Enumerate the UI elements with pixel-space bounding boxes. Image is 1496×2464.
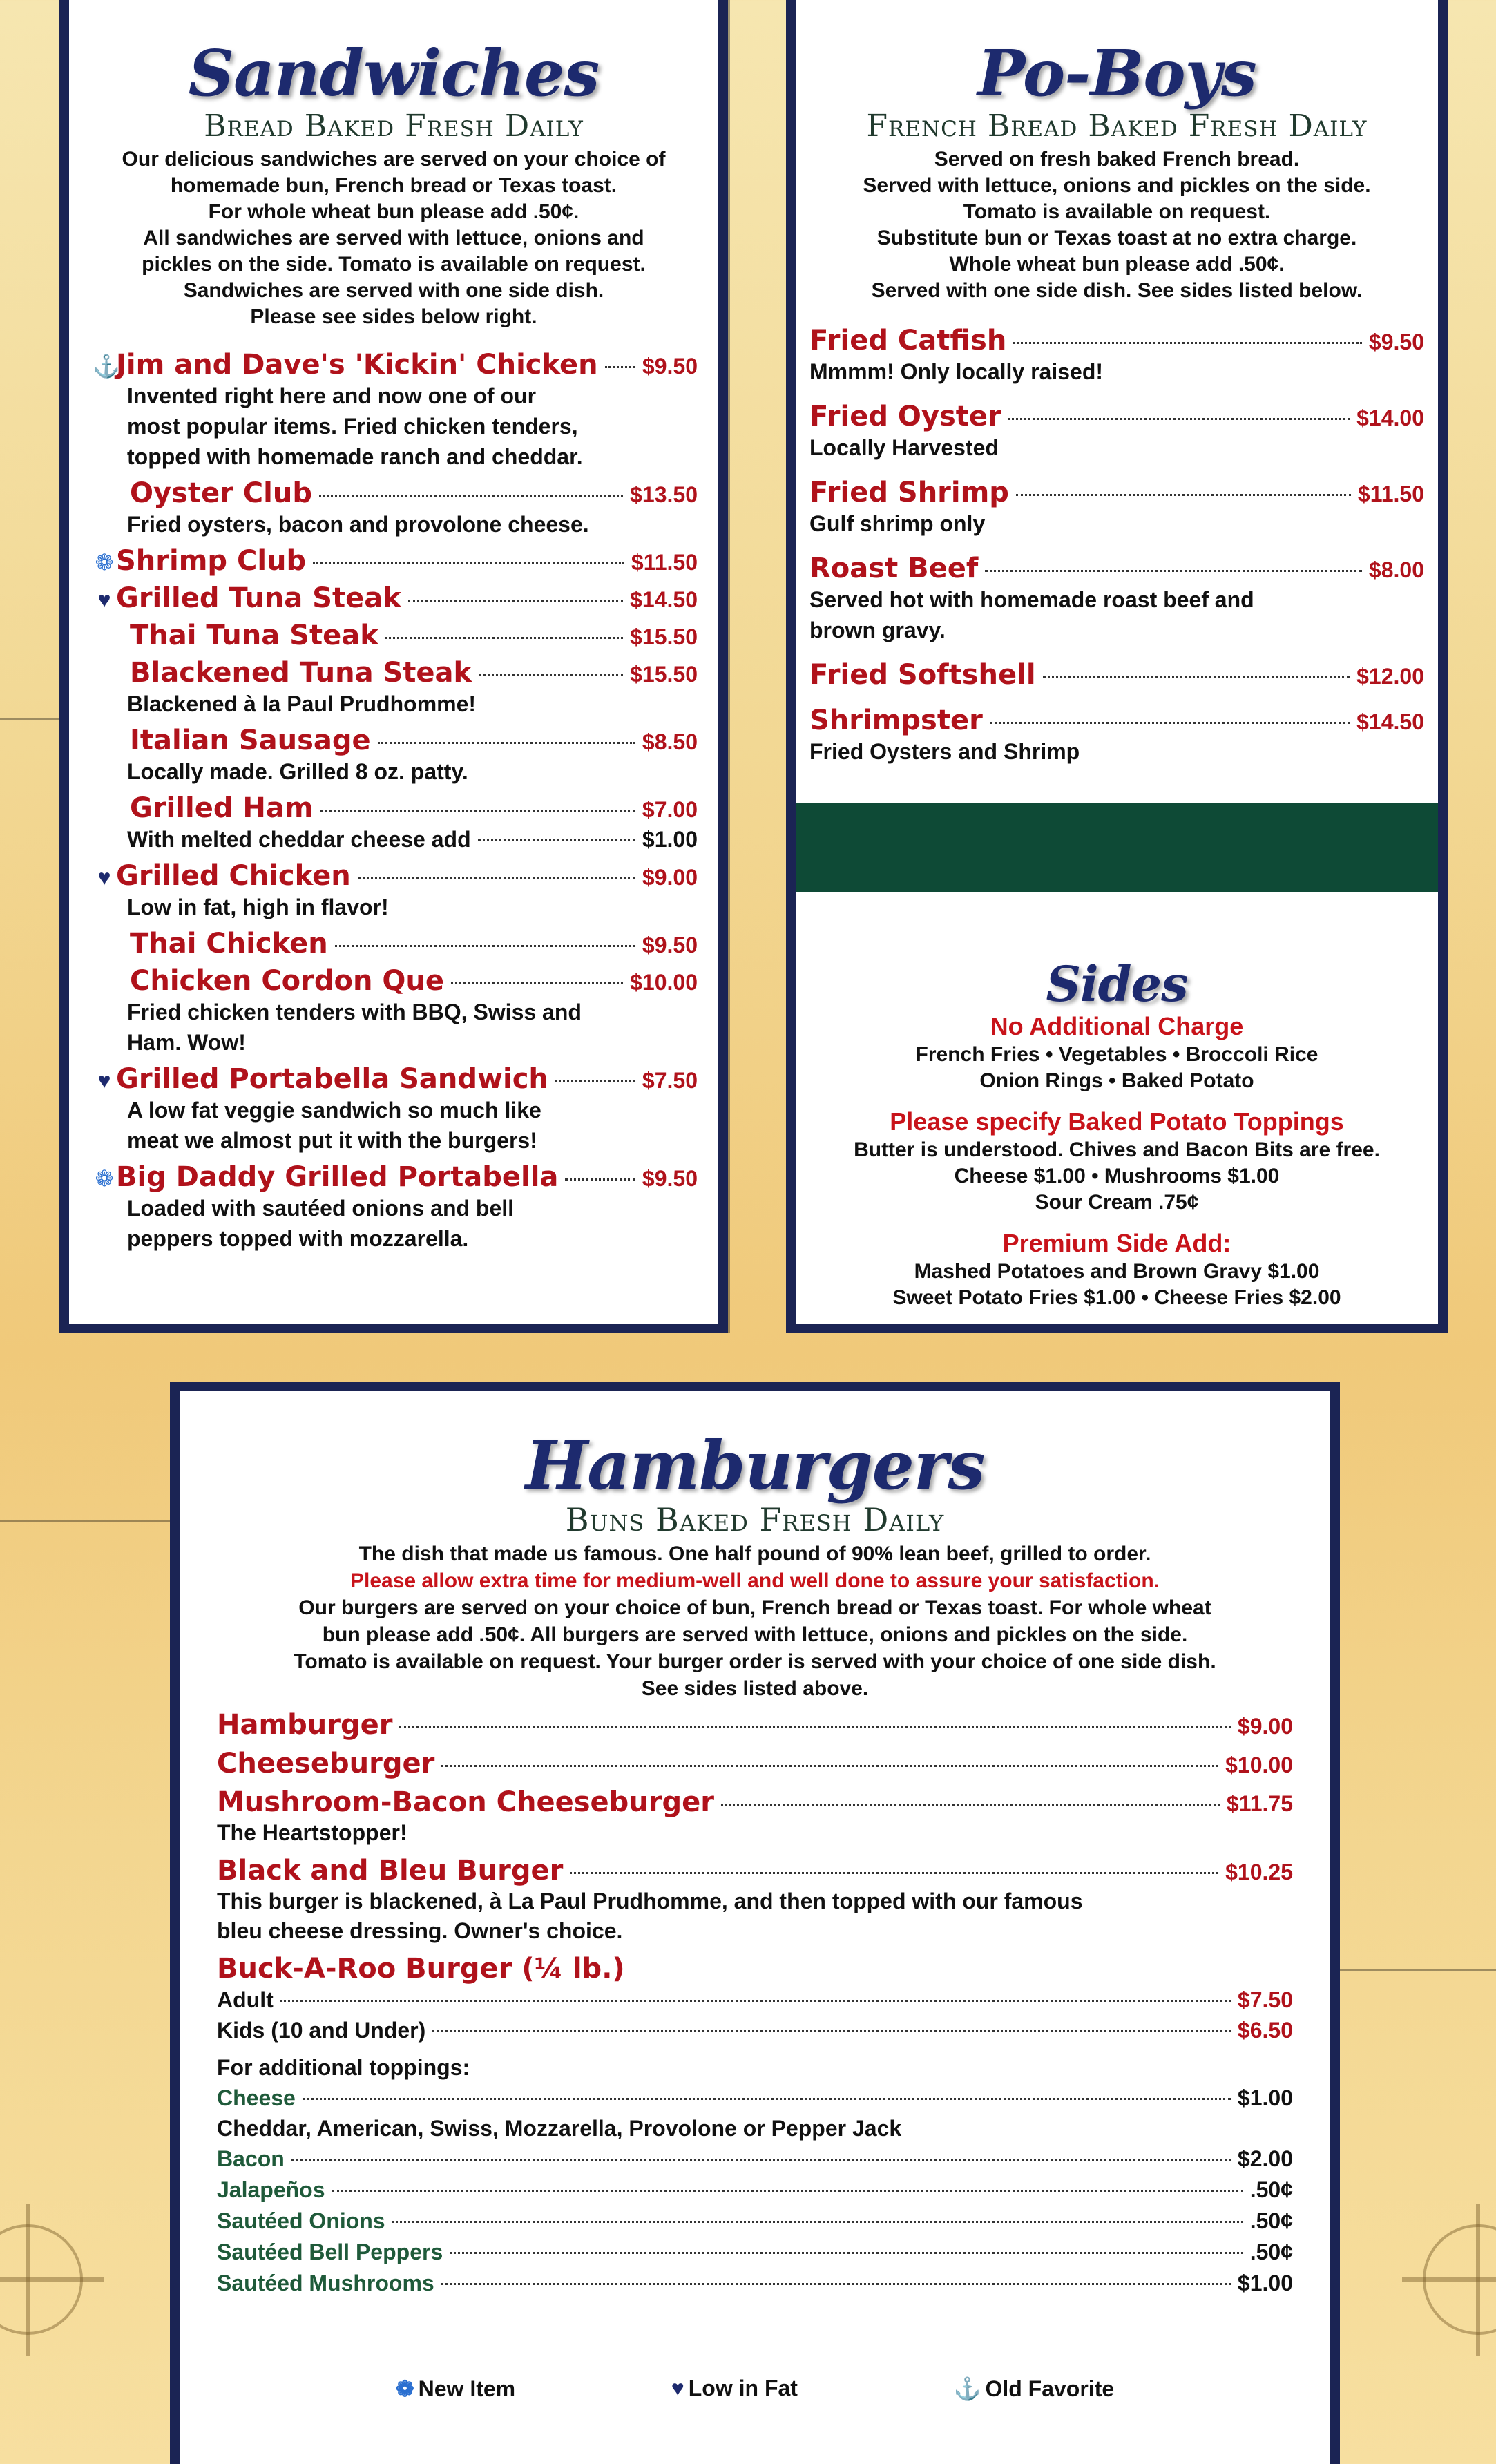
item-description: Fried Oysters and Shrimp — [809, 739, 1080, 764]
item-name: Thai Chicken — [130, 928, 328, 959]
topping-price: .50¢ — [1249, 2177, 1293, 2202]
sides-line: Butter is understood. Chives and Bacon Bits are free. — [854, 1138, 1380, 1161]
compass-rose-icon — [0, 2224, 83, 2335]
sandwiches-list — [90, 349, 698, 1259]
item-name: Black and Bleu Burger — [217, 1855, 564, 1887]
menu-item — [90, 545, 698, 577]
item-name: Fried Catfish — [809, 325, 1007, 356]
item-description: peppers topped with mozzarella. — [127, 1226, 469, 1251]
intro-line: Served with one side dish. See sides listed below. — [871, 279, 1363, 303]
cheese-types: Cheddar, American, Swiss, Mozzarella, Provolone or Pepper Jack — [217, 2116, 902, 2141]
item-description: Blackened à la Paul Prudhomme! — [127, 691, 477, 716]
item-price: $15.50 — [630, 662, 698, 687]
item-price: $7.50 — [642, 1068, 698, 1093]
sides-line: Cheese $1.00 • Mushrooms $1.00 — [954, 1165, 1280, 1187]
intro-warning-line: Please allow extra time for medium-well and well done to assure your satisfaction. — [349, 1569, 1160, 1593]
topping-name: Sautéed Onions — [217, 2208, 385, 2233]
item-price: $11.75 — [1226, 1791, 1293, 1816]
topping-row — [217, 2268, 1293, 2299]
item-name: Shrimp Club — [116, 545, 307, 577]
map-line — [728, 0, 788, 1333]
hamburgers-subtitle: Buns Baked Fresh Daily — [565, 1501, 945, 1538]
intro-line: All sandwiches are served with lettuce, onions and — [143, 227, 644, 250]
sandwiches-panel — [59, 0, 728, 1333]
intro-line: Served on fresh baked French bread. — [934, 148, 1300, 171]
item-price: $11.50 — [631, 550, 698, 575]
topping-name: Sautéed Bell Peppers — [217, 2239, 443, 2264]
intro-line: Whole wheat bun please add .50¢. — [949, 253, 1285, 276]
menu-item — [90, 1063, 698, 1156]
ham-addon-price: $1.00 — [642, 827, 698, 852]
menu-item — [809, 401, 1424, 463]
anchor-icon: ⚓ — [953, 2376, 981, 2401]
legend-label: New Item — [418, 2376, 516, 2401]
intro-line: Please see sides below right. — [250, 305, 537, 329]
item-description: Served hot with homemade roast beef and — [809, 587, 1254, 612]
item-name: Fried Oyster — [809, 401, 1001, 432]
intro-line: See sides listed above. — [641, 1677, 869, 1701]
menu-item — [809, 325, 1424, 387]
sides-title: Sides — [1046, 955, 1188, 1013]
menu-item — [217, 1748, 1293, 1779]
ham-addon-row — [90, 824, 698, 854]
toppings-title: For additional toppings: — [217, 2055, 470, 2080]
intro-line: Sandwiches are served with one side dish. — [183, 279, 604, 303]
sandwiches-title: Sandwiches — [188, 36, 600, 111]
menu-item — [90, 860, 698, 922]
menu-item — [90, 477, 698, 539]
menu-item — [90, 1161, 698, 1254]
topping-row — [217, 2175, 1293, 2206]
topping-row — [217, 2206, 1293, 2237]
poboys-subtitle: French Bread Baked Fresh Daily — [866, 108, 1368, 144]
menu-item — [217, 1709, 1293, 1741]
legend — [180, 2376, 1330, 2402]
item-description: most popular items. Fried chicken tenders, — [127, 414, 578, 439]
menu-item — [90, 620, 698, 651]
map-line — [0, 718, 59, 720]
sides-no-charge-heading: No Additional Charge — [990, 1012, 1244, 1040]
menu-item — [217, 1855, 1293, 1946]
item-price: $7.00 — [642, 797, 698, 822]
buckaroo-adult-row — [217, 1985, 1293, 2015]
heart-icon: ♥ — [97, 865, 111, 890]
menu-item — [217, 1786, 1293, 1848]
heart-icon: ♥ — [97, 587, 111, 612]
legend-low-fat — [671, 2376, 798, 2402]
buckaroo-kids-label: Kids (10 and Under) — [217, 2018, 426, 2043]
divider-bar — [796, 803, 1438, 892]
legend-new-item — [396, 2376, 515, 2402]
item-description: meat we almost put it with the burgers! — [127, 1128, 537, 1153]
item-description: Locally Harvested — [809, 435, 999, 460]
menu-item — [90, 582, 698, 614]
anchor-icon: ⚓ — [93, 354, 120, 379]
intro-line: The dish that made us famous. One half pound of 90% lean beef, grilled to order. — [358, 1543, 1151, 1566]
topping-name: Jalapeños — [217, 2177, 325, 2202]
item-name: Grilled Chicken — [116, 860, 351, 892]
new-item-icon: ❁ — [95, 1166, 114, 1191]
item-price: $14.00 — [1356, 405, 1424, 430]
item-description: Gulf shrimp only — [809, 511, 986, 536]
menu-item — [809, 659, 1424, 691]
item-description: Mmmm! Only locally raised! — [809, 359, 1104, 384]
item-price: $13.50 — [630, 482, 698, 507]
compass-rose-icon — [1423, 2224, 1496, 2335]
intro-line: Tomato is available on request. Your burger order is served with your choice of one side dish. — [294, 1650, 1216, 1674]
item-description: brown gravy. — [809, 618, 946, 642]
item-price: $8.50 — [642, 729, 698, 754]
intro-line: homemade bun, French bread or Texas toast. — [170, 174, 617, 198]
menu-item — [90, 657, 698, 719]
buckaroo-adult-price: $7.50 — [1237, 1987, 1293, 2012]
menu-item — [809, 705, 1424, 767]
item-description: bleu cheese dressing. Owner's choice. — [217, 1918, 623, 1943]
item-price: $14.50 — [1356, 709, 1424, 734]
item-price: $9.50 — [642, 933, 698, 957]
topping-name: Bacon — [217, 2146, 285, 2171]
item-name: Grilled Ham — [130, 792, 314, 824]
topping-name: Cheese — [217, 2085, 296, 2110]
heart-icon: ♥ — [671, 2376, 684, 2400]
item-price: $9.50 — [642, 1166, 698, 1191]
item-price: $8.00 — [1368, 557, 1424, 582]
item-name: Shrimpster — [809, 705, 983, 736]
sides-line: Sour Cream .75¢ — [1035, 1191, 1199, 1214]
topping-price: $1.00 — [1237, 2085, 1293, 2110]
item-name: Grilled Tuna Steak — [116, 582, 401, 614]
intro-line: bun please add .50¢. All burgers are served with lettuce, onions and pickles on the side. — [322, 1623, 1188, 1647]
menu-item — [90, 725, 698, 787]
poboys-intro — [796, 146, 1438, 304]
intro-line: Our burgers are served on your choice of bun, French bread or Texas toast. For whole wheat — [298, 1596, 1211, 1620]
item-description: topped with homemade ranch and cheddar. — [127, 444, 583, 469]
item-price: $12.00 — [1356, 664, 1424, 689]
item-description: A low fat veggie sandwich so much like — [127, 1098, 541, 1123]
menu-item — [90, 965, 698, 1058]
item-price: $11.50 — [1357, 481, 1424, 506]
item-price: $10.00 — [1225, 1753, 1293, 1777]
intro-line: Tomato is available on request. — [963, 200, 1271, 224]
topping-row — [217, 2237, 1293, 2268]
item-name: Big Daddy Grilled Portabella — [116, 1161, 559, 1193]
intro-line: Served with lettuce, onions and pickles on the side. — [863, 174, 1371, 198]
menu-item — [809, 553, 1424, 645]
map-line — [0, 1520, 170, 1522]
item-name: Fried Softshell — [809, 659, 1036, 691]
item-price: $15.50 — [630, 624, 698, 649]
map-line — [1340, 1969, 1496, 1971]
legend-label: Low in Fat — [688, 2376, 798, 2400]
item-price: $9.00 — [1237, 1714, 1293, 1739]
hamburgers-list — [217, 1709, 1293, 2299]
item-name: Chicken Cordon Que — [130, 965, 444, 997]
item-name: Fried Shrimp — [809, 477, 1009, 508]
topping-name: Sautéed Mushrooms — [217, 2271, 434, 2295]
new-item-icon: ❁ — [95, 550, 114, 575]
sides-premium-heading: Premium Side Add: — [1002, 1229, 1231, 1257]
item-description: This burger is blackened, à La Paul Prudhomme, and then topped with our famous — [217, 1889, 1083, 1913]
topping-row — [217, 2143, 1293, 2175]
menu-item — [90, 792, 698, 854]
item-name: Mushroom-Bacon Cheeseburger — [217, 1786, 714, 1818]
sides-line: Onion Rings • Baked Potato — [979, 1069, 1254, 1092]
buckaroo-kids-price: $6.50 — [1237, 2018, 1293, 2043]
intro-line: Our delicious sandwiches are served on your choice of — [122, 148, 666, 171]
item-name: Thai Tuna Steak — [130, 620, 378, 651]
menu-item-buckaroo — [217, 1953, 1293, 2045]
ham-addon-label: With melted cheddar cheese add — [127, 827, 471, 852]
item-price: $9.50 — [1368, 330, 1424, 354]
item-price: $9.50 — [642, 354, 698, 379]
topping-price: .50¢ — [1249, 2208, 1293, 2233]
hamburgers-intro — [180, 1540, 1330, 1702]
item-description: Loaded with sautéed onions and bell — [127, 1196, 515, 1221]
item-name: Italian Sausage — [130, 725, 371, 756]
item-name: Cheeseburger — [217, 1748, 435, 1779]
item-description: Ham. Wow! — [127, 1030, 246, 1055]
topping-price: $1.00 — [1237, 2271, 1293, 2295]
item-name: Blackened Tuna Steak — [130, 657, 472, 689]
buckaroo-adult-label: Adult — [217, 1987, 274, 2012]
item-name: Jim and Dave's 'Kickin' Chicken — [116, 349, 598, 381]
legend-old-favorite — [954, 2376, 1115, 2402]
item-price: $9.00 — [642, 865, 698, 890]
buckaroo-kids-row — [217, 2015, 1293, 2045]
poboys-panel — [786, 0, 1448, 1333]
sandwiches-intro — [69, 146, 718, 330]
poboys-list — [809, 325, 1424, 781]
menu-item — [90, 349, 698, 472]
topping-price: $2.00 — [1237, 2146, 1293, 2171]
item-description: Invented right here and now one of our — [127, 383, 537, 408]
item-description: Fried chicken tenders with BBQ, Swiss and — [127, 1000, 582, 1024]
sides-line: Sweet Potato Fries $1.00 • Cheese Fries $2.00 — [892, 1286, 1341, 1309]
item-price: $14.50 — [630, 587, 698, 612]
poboys-title: Po-Boys — [977, 36, 1256, 111]
hamburgers-panel — [170, 1382, 1340, 2464]
intro-line: Substitute bun or Texas toast at no extra charge. — [876, 227, 1357, 250]
new-item-icon: ❁ — [395, 2376, 414, 2401]
item-name: Roast Beef — [809, 553, 979, 584]
intro-line: For whole wheat bun please add .50¢. — [208, 200, 579, 224]
item-name: Grilled Portabella Sandwich — [116, 1063, 548, 1095]
item-description: The Heartstopper! — [217, 1820, 407, 1845]
topping-row — [217, 2083, 1293, 2114]
sides-line: French Fries • Vegetables • Broccoli Rice — [915, 1043, 1318, 1066]
item-name: Hamburger — [217, 1709, 393, 1741]
intro-line: pickles on the side. Tomato is available on request. — [142, 253, 646, 276]
menu-item — [90, 928, 698, 959]
sides-section — [796, 919, 1438, 1311]
hamburgers-title: Hamburgers — [525, 1426, 985, 1505]
legend-label: Old Favorite — [985, 2376, 1115, 2401]
sides-potato-heading: Please specify Baked Potato Toppings — [890, 1107, 1344, 1136]
item-price: $10.25 — [1225, 1860, 1293, 1884]
heart-icon: ♥ — [97, 1068, 111, 1093]
item-description: Locally made. Grilled 8 oz. patty. — [127, 759, 468, 784]
item-name: Buck-A-Roo Burger (¼ lb.) — [217, 1953, 625, 1985]
topping-price: .50¢ — [1249, 2239, 1293, 2264]
sandwiches-subtitle: Bread Baked Fresh Daily — [204, 108, 584, 144]
item-description: Fried oysters, bacon and provolone cheese. — [127, 512, 589, 537]
item-description: Low in fat, high in flavor! — [127, 895, 389, 919]
menu-item — [809, 477, 1424, 539]
sides-line: Mashed Potatoes and Brown Gravy $1.00 — [914, 1260, 1320, 1283]
item-name: Oyster Club — [130, 477, 312, 509]
item-price: $10.00 — [630, 970, 698, 995]
